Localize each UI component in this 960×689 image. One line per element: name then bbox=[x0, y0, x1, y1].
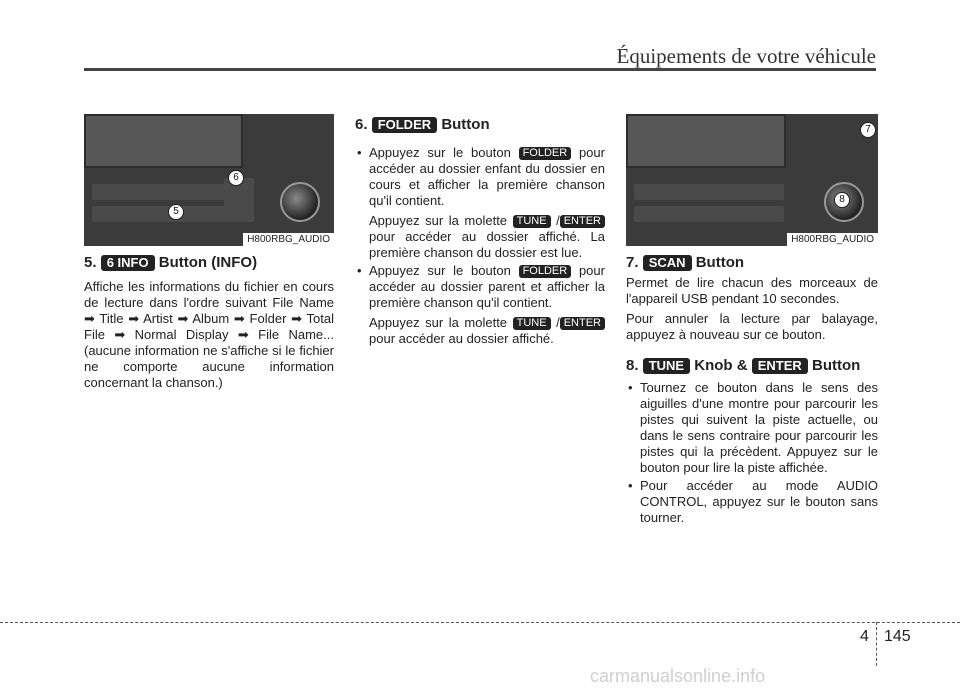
callout-7: 7 bbox=[860, 122, 876, 138]
enter-badge: ENTER bbox=[560, 317, 605, 330]
section-5-heading: 5. 6 INFO Button (INFO) bbox=[84, 254, 258, 271]
list-item: • Pour accéder au mode AUDIO CONTROL, appuyez sur le bouton sans tourner. bbox=[640, 478, 878, 526]
folder-down-badge: FOLDER bbox=[519, 147, 572, 160]
folder-badge: FOLDER bbox=[372, 117, 437, 133]
preset-buttons-row-2 bbox=[634, 206, 784, 222]
section-7-8 bbox=[626, 254, 878, 528]
page-header-title: Équipements de votre véhicule bbox=[616, 44, 876, 68]
chapter-number: 4 bbox=[860, 628, 869, 645]
section-8-list bbox=[626, 380, 878, 526]
audio-panel-photo-right bbox=[626, 114, 878, 246]
image-caption: H800RBG_AUDIO bbox=[787, 233, 878, 246]
callout-6: 6 bbox=[228, 170, 244, 186]
section-6-list bbox=[355, 145, 605, 347]
image-caption: H800RBG_AUDIO bbox=[243, 233, 334, 246]
footer-rule bbox=[0, 622, 960, 623]
section-7-para-2: Pour annuler la lecture par balayage, appuyez à nouveau sur ce bouton. bbox=[626, 311, 878, 343]
section-7-para-1: Permet de lire chacun des morceaux de l'appareil USB pendant 10 secondes. bbox=[626, 275, 878, 307]
display-screen bbox=[84, 114, 243, 168]
section-5 bbox=[84, 254, 334, 391]
scan-badge: SCAN bbox=[643, 255, 692, 271]
info-badge: 6 INFO bbox=[101, 255, 155, 271]
preset-buttons-row-1 bbox=[92, 184, 242, 200]
audio-panel-photo-left bbox=[84, 114, 334, 246]
footer-divider bbox=[876, 622, 877, 666]
section-6-heading: 6. FOLDER Button bbox=[355, 116, 490, 133]
list-item: • Appuyez sur le bouton FOLDER pour accéder au dossier enfant du dossier en cours et afficher la première chanson qu'il contient. Appuyez sur la molette TUNE / ENTER pour accéder au dossier affiché. La première chanson du dossier est lue. bbox=[369, 145, 605, 261]
section-5-body: Affiche les informations du fichier en cours de lecture dans l'ordre suivant File Name ➡ Title ➡ Artist ➡ Album ➡ Folder ➡ Total File ➡ Normal Display ➡ File Name... (aucune information ne s'affiche si le fichier ne comporte aucune information concernant la chanson.) bbox=[84, 279, 334, 391]
display-screen bbox=[626, 114, 786, 168]
list-item: • Appuyez sur le bouton FOLDER pour accéder au dossier parent et afficher la première chanson qu'il contient. Appuyez sur la molette TUNE / ENTER pour accéder au dossier affiché. bbox=[369, 263, 605, 347]
section-7-heading: 7. SCAN Button bbox=[626, 254, 745, 271]
header-rule bbox=[84, 68, 876, 71]
section-8-heading: 8. TUNE Knob & ENTER Button bbox=[626, 357, 861, 375]
callout-8: 8 bbox=[834, 192, 850, 208]
preset-buttons-row-2 bbox=[92, 206, 242, 222]
tune-badge: TUNE bbox=[513, 317, 551, 330]
enter-badge: ENTER bbox=[752, 358, 808, 374]
preset-buttons-row-1 bbox=[634, 184, 784, 200]
callout-5: 5 bbox=[168, 204, 184, 220]
page-number: 145 bbox=[884, 628, 911, 645]
section-6 bbox=[355, 116, 605, 349]
folder-up-badge: FOLDER bbox=[519, 265, 572, 278]
list-item: • Tournez ce bouton dans le sens des aiguilles d'une montre pour parcourir les pistes qui suivent la piste actuelle, ou dans le sens contraire pour parcourir les pistes qui la précèdent. Appuyez sur le bouton pour lire la piste affichée. bbox=[640, 380, 878, 476]
tune-knob bbox=[280, 182, 320, 222]
tune-badge: TUNE bbox=[513, 215, 551, 228]
enter-badge: ENTER bbox=[560, 215, 605, 228]
watermark-text: carmanualsonline.info bbox=[590, 666, 766, 686]
tune-badge: TUNE bbox=[643, 358, 690, 374]
